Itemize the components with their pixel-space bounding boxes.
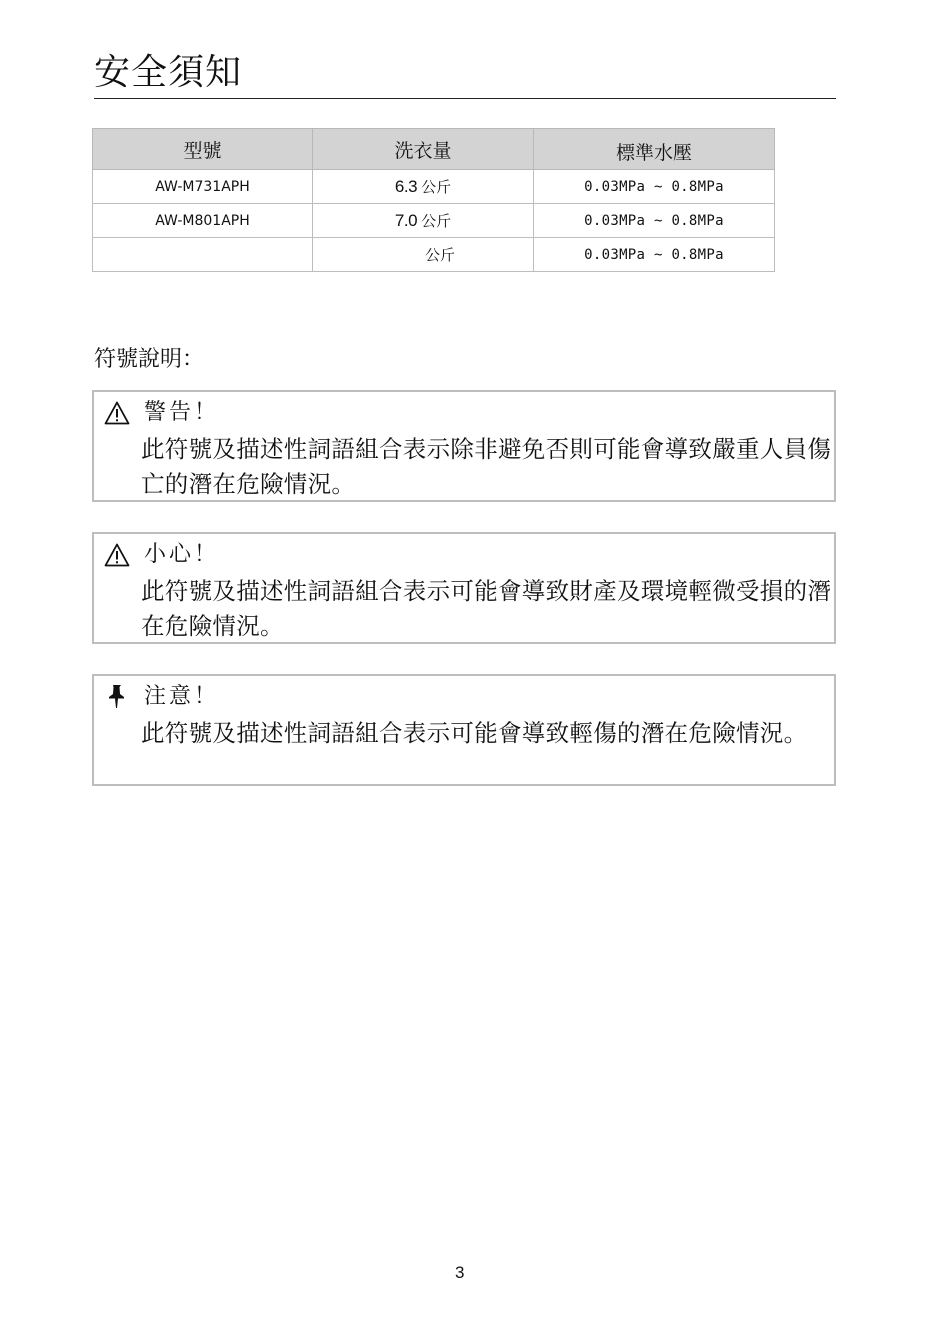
- table-row: [93, 238, 775, 272]
- column-header-capacity: 洗衣量: [313, 129, 534, 170]
- capacity-value: 6.3: [394, 177, 418, 196]
- spec-table: [92, 128, 775, 272]
- column-header-model: 型號: [93, 129, 313, 170]
- capacity-cell: [313, 238, 534, 272]
- capacity-value: 7.0: [394, 211, 418, 230]
- warning-label: 警告！: [144, 400, 220, 425]
- model-cell: [93, 238, 313, 272]
- pressure-cell: 0.03MPa ~ 0.8MPa: [534, 238, 775, 272]
- caution-label: 小心！: [144, 542, 220, 567]
- caution-notice: [92, 532, 836, 644]
- table-row: [93, 204, 775, 238]
- capacity-unit: 公斤: [421, 178, 452, 196]
- capacity-cell: [313, 170, 534, 204]
- warning-triangle-icon: [104, 543, 130, 567]
- pushpin-icon: [104, 683, 130, 709]
- caution-text: 此符號及描述性詞語組合表示可能會導致財產及環境輕微受損的潛在危險情況。: [141, 577, 832, 640]
- note-label: 注意！: [144, 684, 220, 709]
- model-cell: AW-M801APH: [93, 204, 313, 238]
- capacity-unit: 公斤: [424, 246, 455, 264]
- warning-triangle-icon: [104, 401, 130, 425]
- title-divider: [94, 98, 836, 99]
- note-notice: [92, 674, 836, 786]
- warning-text: 此符號及描述性詞語組合表示除非避免否則可能會導致嚴重人員傷亡的潛在危險情況。: [141, 435, 832, 498]
- column-header-pressure: 標準水壓: [534, 129, 775, 170]
- capacity-unit: 公斤: [421, 212, 452, 230]
- page-title: 安全須知: [94, 52, 243, 93]
- note-text: 此符號及描述性詞語組合表示可能會導致輕傷的潛在危險情況。: [141, 719, 808, 747]
- page-number: 3: [455, 1263, 465, 1282]
- symbols-heading: 符號說明：: [94, 347, 205, 372]
- pressure-cell: 0.03MPa ~ 0.8MPa: [534, 170, 775, 204]
- capacity-cell: [313, 204, 534, 238]
- table-row: [93, 170, 775, 204]
- table-header-row: [93, 129, 775, 170]
- warning-notice: [92, 390, 836, 502]
- model-cell: AW-M731APH: [93, 170, 313, 204]
- pressure-cell: 0.03MPa ~ 0.8MPa: [534, 204, 775, 238]
